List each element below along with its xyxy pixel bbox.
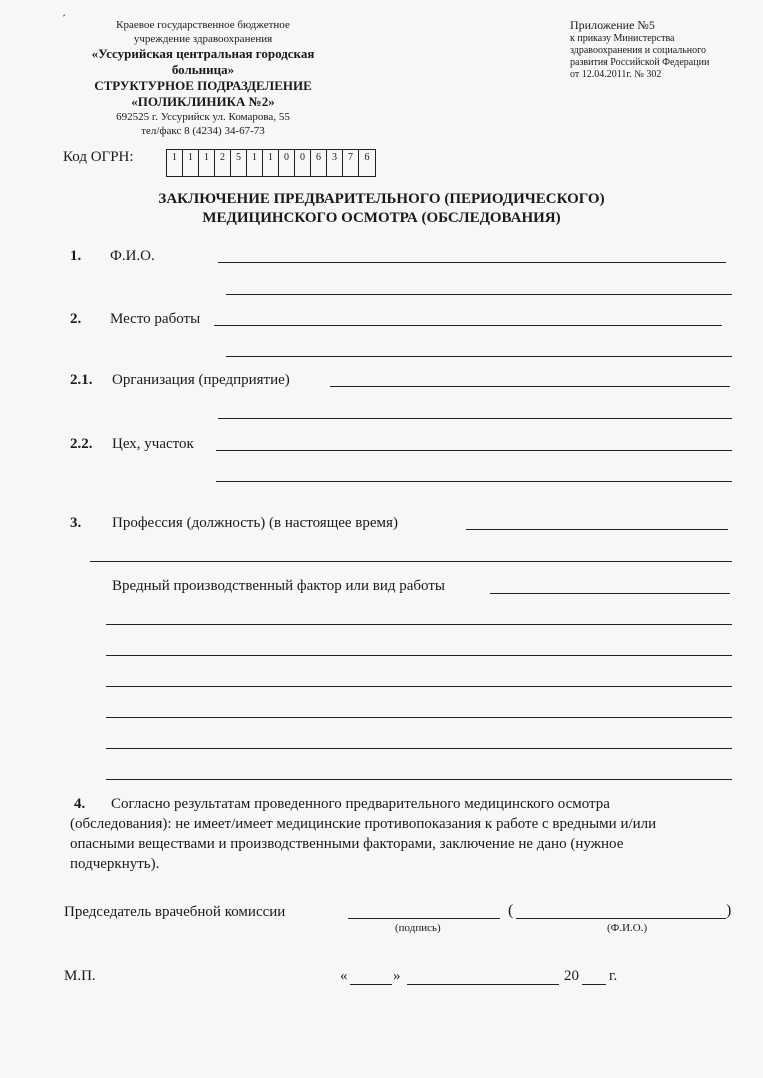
signature-input-line[interactable] (348, 918, 500, 919)
year-prefix: 20 (564, 968, 579, 984)
day-input-line[interactable] (350, 984, 392, 985)
field-1-number: 1. (70, 248, 82, 264)
harmful-factor-input-line-3[interactable] (106, 655, 732, 656)
ogrn-digit: 3 (327, 150, 343, 176)
field-1-label: Ф.И.О. (110, 248, 155, 264)
harmful-factor-input-line-6[interactable] (106, 748, 732, 749)
name-caption: (Ф.И.О.) (607, 922, 648, 934)
ogrn-label: Код ОГРН: (63, 149, 134, 165)
org-phone: тел/факс 8 (4234) 34-67-73 (141, 125, 265, 137)
department-input-line-1[interactable] (216, 450, 732, 451)
org-line-3: «Уссурийская центральная городская (91, 46, 315, 61)
stamp-label: М.П. (64, 968, 96, 984)
org-line-1: Краевое государственное бюджетное (116, 19, 290, 31)
harmful-factor-input-line-2[interactable] (106, 624, 732, 625)
organization-input-line-1[interactable] (330, 386, 730, 387)
title-line-1: ЗАКЛЮЧЕНИЕ ПРЕДВАРИТЕЛЬНОГО (ПЕРИОДИЧЕСКОГО) (158, 191, 605, 207)
ogrn-digit: 0 (279, 150, 295, 176)
field-2-label: Место работы (110, 311, 201, 327)
ogrn-digit: 1 (263, 150, 279, 176)
signature-caption: (подпись) (395, 922, 441, 934)
month-input-line[interactable] (407, 984, 559, 985)
harmful-factor-input-line-4[interactable] (106, 686, 732, 687)
workplace-input-line-1[interactable] (214, 325, 722, 326)
conclusion-number: 4. (74, 796, 86, 812)
org-line-2: учреждение здравоохранения (133, 33, 273, 45)
ogrn-digit: 1 (167, 150, 183, 176)
org-address: 692525 г. Уссурийск ул. Комарова, 55 (116, 111, 290, 123)
fio-input-line-1[interactable] (218, 262, 726, 263)
harmful-factor-input-line-1[interactable] (490, 593, 730, 594)
header-left (68, 18, 338, 138)
appendix-line-2: к приказу Министерства (570, 33, 675, 44)
profession-input-line-2[interactable] (90, 561, 732, 562)
date-quote-open: « (340, 968, 348, 984)
title-line-2: МЕДИЦИНСКОГО ОСМОТРА (ОБСЛЕДОВАНИЯ) (202, 210, 561, 226)
corner-mark: ˊ (62, 12, 66, 26)
field-2-2-label: Цех, участок (112, 436, 194, 452)
ogrn-digit: 6 (311, 150, 327, 176)
org-line-6: «ПОЛИКЛИНИКА №2» (131, 94, 275, 109)
appendix-line-5: от 12.04.2011г. № 302 (570, 69, 662, 80)
department-input-line-2[interactable] (216, 481, 732, 482)
ogrn-digit: 1 (247, 150, 263, 176)
conclusion-line-2: (обследования): не имеет/имеет медицинские противопоказания к работе с вредными и/или (70, 816, 657, 832)
signature-close-paren: ) (726, 902, 732, 919)
field-2-2-number: 2.2. (70, 436, 93, 452)
harmful-factor-input-line-7[interactable] (106, 779, 732, 780)
conclusion-block (70, 794, 740, 874)
harmful-factor-input-line-5[interactable] (106, 717, 732, 718)
org-line-5: СТРУКТУРНОЕ ПОДРАЗДЕЛЕНИЕ (94, 78, 312, 93)
field-3-label: Профессия (должность) (в настоящее время) (112, 515, 398, 531)
fio-input-line-2[interactable] (226, 294, 732, 295)
harmful-factor-label: Вредный производственный фактор или вид работы (112, 578, 445, 594)
ogrn-boxes (166, 149, 376, 177)
field-2-1-number: 2.1. (70, 372, 93, 388)
ogrn-digit: 7 (343, 150, 359, 176)
conclusion-line-1 (70, 794, 740, 814)
chairman-label: Председатель врачебной комиссии (64, 904, 286, 920)
header-right (570, 18, 755, 81)
appendix-line-4: развития Российской Федерации (570, 57, 710, 68)
conclusion-text-1: Согласно результатам проведенного предварительного медицинского осмотра (111, 796, 610, 812)
field-2-number: 2. (70, 311, 82, 327)
ogrn-digit: 6 (364, 152, 370, 163)
ogrn-digit: 0 (295, 150, 311, 176)
ogrn-digit: 5 (231, 150, 247, 176)
ogrn-digit: 1 (183, 150, 199, 176)
conclusion-line-4: подчеркнуть). (70, 856, 160, 872)
document-title (0, 190, 763, 228)
year-input-line[interactable] (582, 984, 606, 985)
signature-open-paren: ( (508, 902, 514, 919)
organization-input-line-2[interactable] (218, 418, 732, 419)
appendix-title: Приложение №5 (570, 18, 655, 32)
ogrn-digit: 1 (199, 150, 215, 176)
chairman-name-input-line[interactable] (516, 918, 726, 919)
profession-input-line-1[interactable] (466, 529, 728, 530)
org-line-4: больница» (171, 62, 235, 77)
field-2-1-label: Организация (предприятие) (112, 372, 290, 388)
field-3-number: 3. (70, 515, 82, 531)
date-quote-close: » (393, 968, 401, 984)
appendix-line-3: здравоохранения и социального (570, 45, 707, 56)
workplace-input-line-2[interactable] (226, 356, 732, 357)
ogrn-digit: 2 (215, 150, 231, 176)
year-suffix: г. (609, 968, 618, 984)
conclusion-line-3: опасными веществами и производственными факторами, заключение не дано (нужное (70, 836, 624, 852)
